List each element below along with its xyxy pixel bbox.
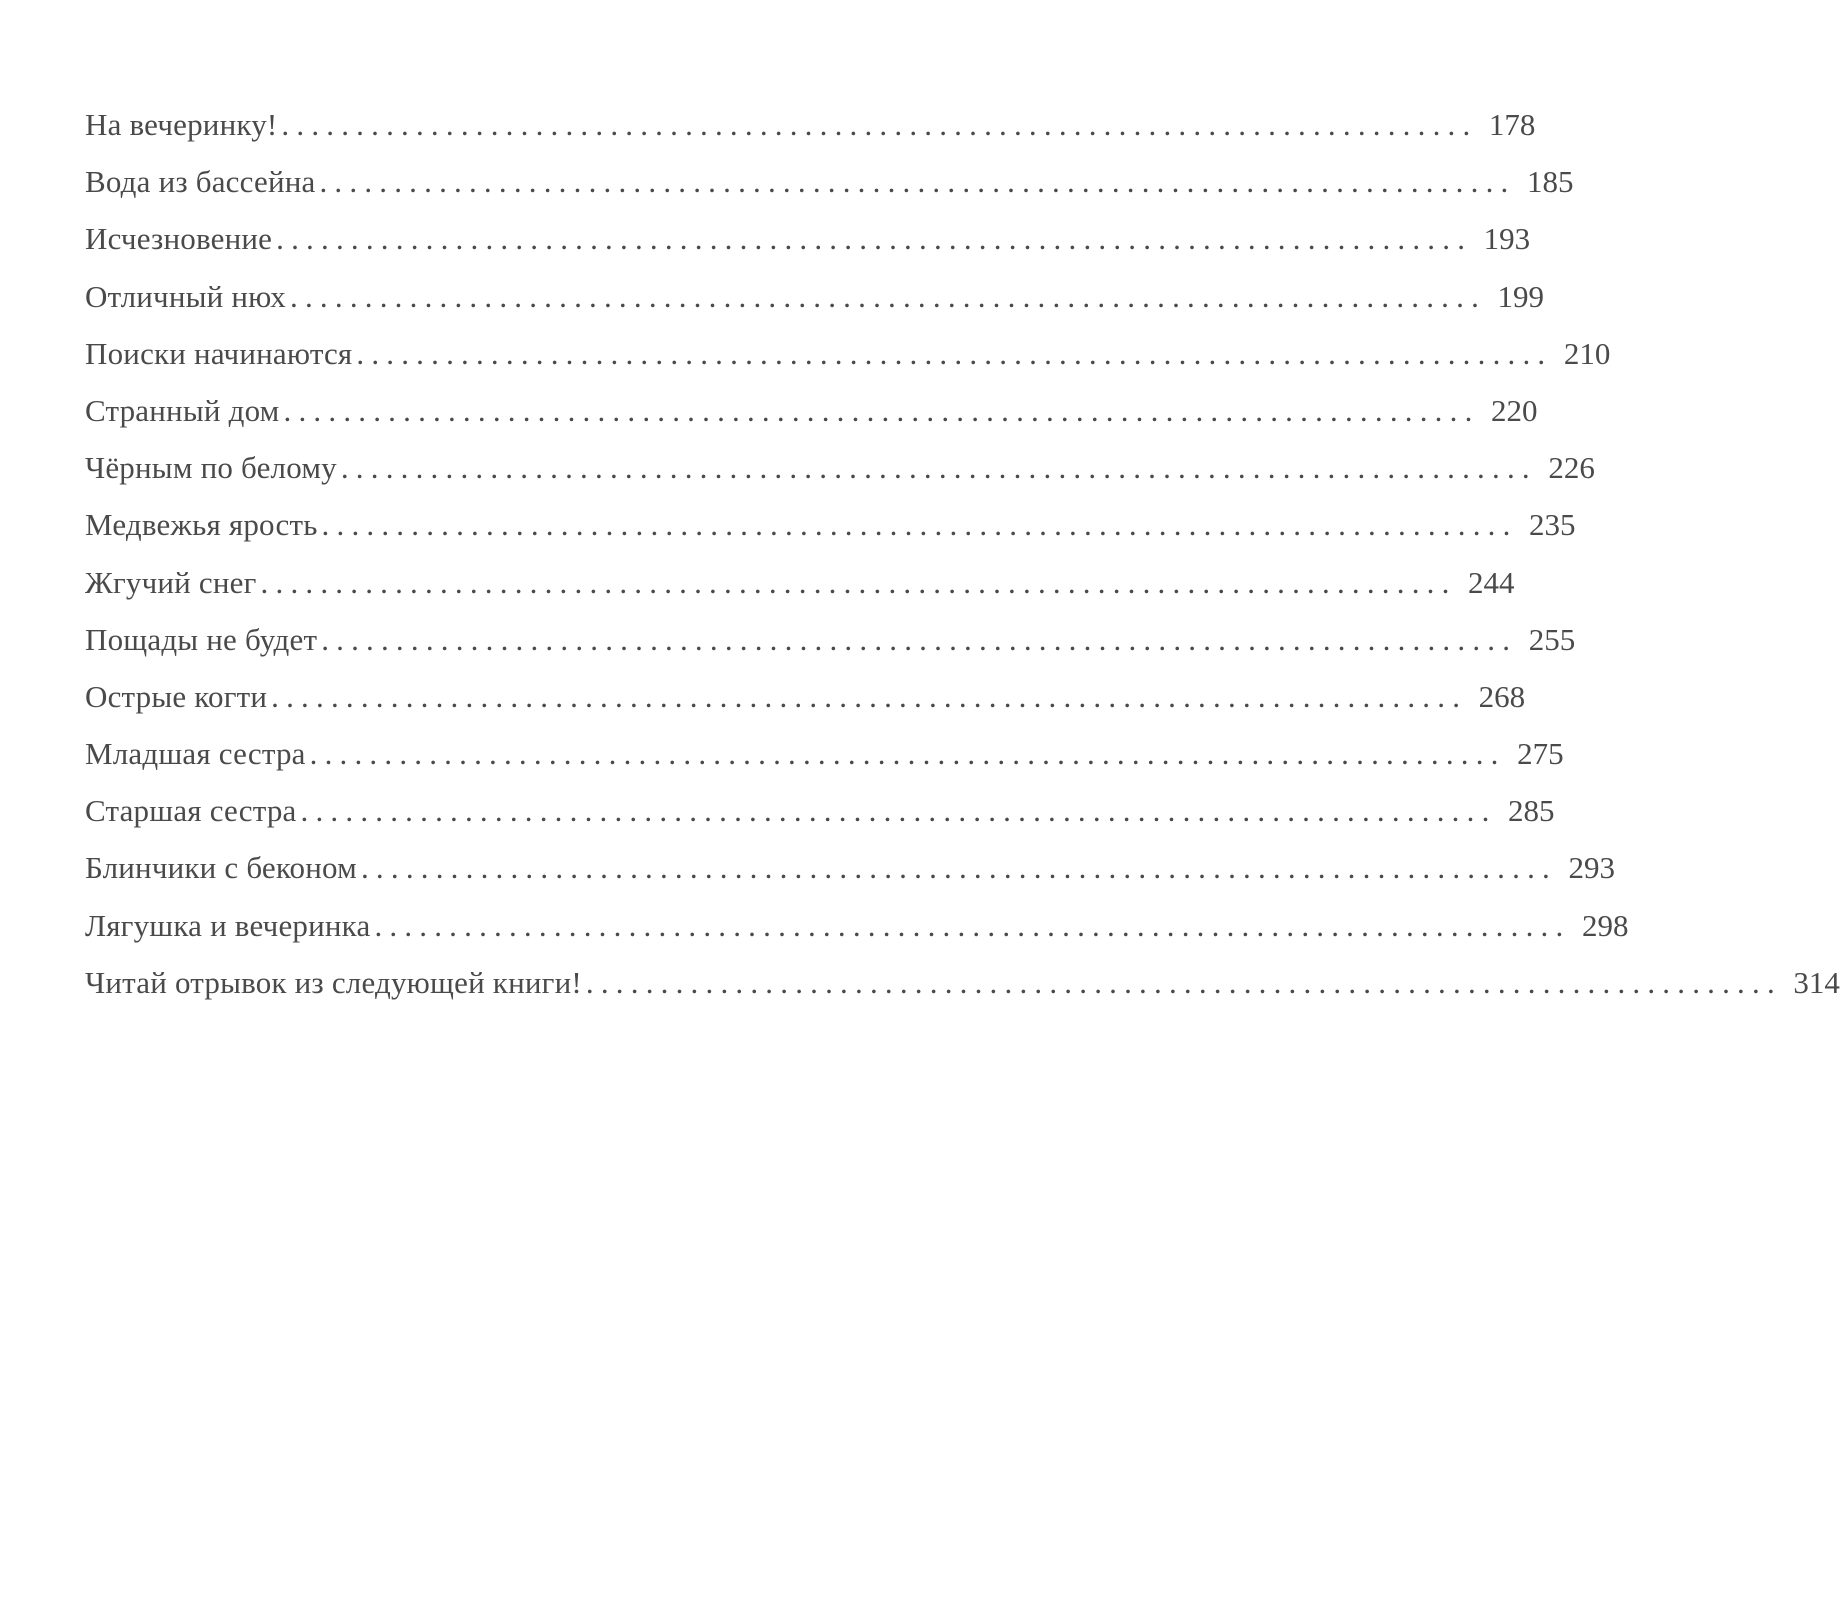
toc-entry (85, 793, 1555, 850)
toc-entry (85, 564, 1515, 622)
toc-entry (85, 450, 1595, 507)
toc-entry-title: Медвежья ярость (85, 507, 318, 543)
toc-dot-leader: ................................................................................ (283, 392, 1480, 428)
toc-entry-page: 285 (1508, 793, 1555, 829)
toc-dot-leader: ................................................................................ (290, 278, 1487, 314)
toc-dot-leader: ................................................................................ (374, 907, 1571, 943)
toc-entry (85, 850, 1615, 907)
toc-entry-page: 178 (1488, 107, 1536, 142)
toc-entry-title: Пощады не будет (85, 621, 318, 657)
toc-entry-page: 235 (1529, 507, 1576, 543)
toc-dot-leader: ................................................................................ (321, 507, 1518, 543)
toc-entry-page: 255 (1528, 621, 1576, 657)
toc-entry-title: Младшая сестра (85, 736, 306, 772)
toc-entry-page: 275 (1517, 736, 1564, 772)
toc-entry (85, 678, 1526, 736)
toc-entry-title: Старшая сестра (85, 793, 297, 829)
toc-entry-page: 298 (1581, 907, 1629, 943)
toc-entry (85, 392, 1538, 450)
toc-entry-title: Вода из бассейна (85, 164, 316, 200)
toc-entry (85, 164, 1574, 221)
toc-dot-leader: ................................................................................ (319, 164, 1516, 200)
toc-dot-leader: ................................................................................ (281, 107, 1478, 142)
toc-entry-title: Читай отрывок из следующей книги! (85, 964, 582, 1000)
toc-entry-page: 199 (1497, 278, 1545, 314)
toc-entry (85, 335, 1611, 393)
toc-dot-leader: ................................................................................ (300, 793, 1497, 829)
toc-entry-title: Исчезновение (85, 221, 273, 257)
toc-entry (85, 964, 1840, 1022)
toc-entry-page: 293 (1568, 850, 1615, 886)
toc-entry-title: Блинчики с беконом (85, 850, 357, 886)
toc-entry-page: 185 (1526, 164, 1574, 200)
toc-entry-title: На вечеринку! (85, 107, 278, 142)
toc-dot-leader: ................................................................................ (356, 335, 1553, 371)
toc-entry-title: Отличный нюх (85, 278, 287, 314)
toc-entry (85, 278, 1545, 336)
toc-entry-title: Острые когти (85, 678, 268, 714)
toc-entry-title: Поиски начинаются (85, 335, 353, 371)
toc-entry-page: 314 (1793, 964, 1840, 1000)
toc-entry-title: Странный дом (85, 392, 280, 428)
toc-entry (85, 621, 1576, 679)
toc-entry (85, 221, 1531, 278)
toc-entry-page: 220 (1491, 392, 1538, 428)
toc-dot-leader: ................................................................................ (585, 964, 1782, 1000)
toc-dot-leader: ................................................................................ (340, 450, 1537, 486)
toc-entry (85, 907, 1629, 965)
toc-entry (85, 107, 1536, 164)
toc-entry-page: 244 (1468, 564, 1515, 600)
toc-entry-page: 268 (1478, 678, 1526, 714)
toc-entry-title: Жгучий снег (85, 564, 257, 600)
toc-dot-leader: ................................................................................ (360, 850, 1557, 886)
toc-entry-title: Лягушка и вечеринка (85, 907, 371, 943)
toc-dot-leader: ................................................................................ (321, 621, 1518, 657)
toc-dot-leader: ................................................................................ (276, 221, 1473, 257)
toc-dot-leader: ................................................................................ (260, 564, 1457, 600)
toc-entry-page: 210 (1563, 335, 1611, 371)
toc-entry-title: Чёрным по белому (85, 450, 337, 486)
toc-entry (85, 736, 1564, 793)
table-of-contents (85, 107, 1840, 1022)
toc-dot-leader: ................................................................................ (271, 678, 1468, 714)
toc-entry-page: 226 (1548, 450, 1595, 486)
toc-entry-page: 193 (1483, 221, 1531, 257)
toc-entry (85, 507, 1576, 564)
toc-dot-leader: ................................................................................ (309, 736, 1506, 772)
